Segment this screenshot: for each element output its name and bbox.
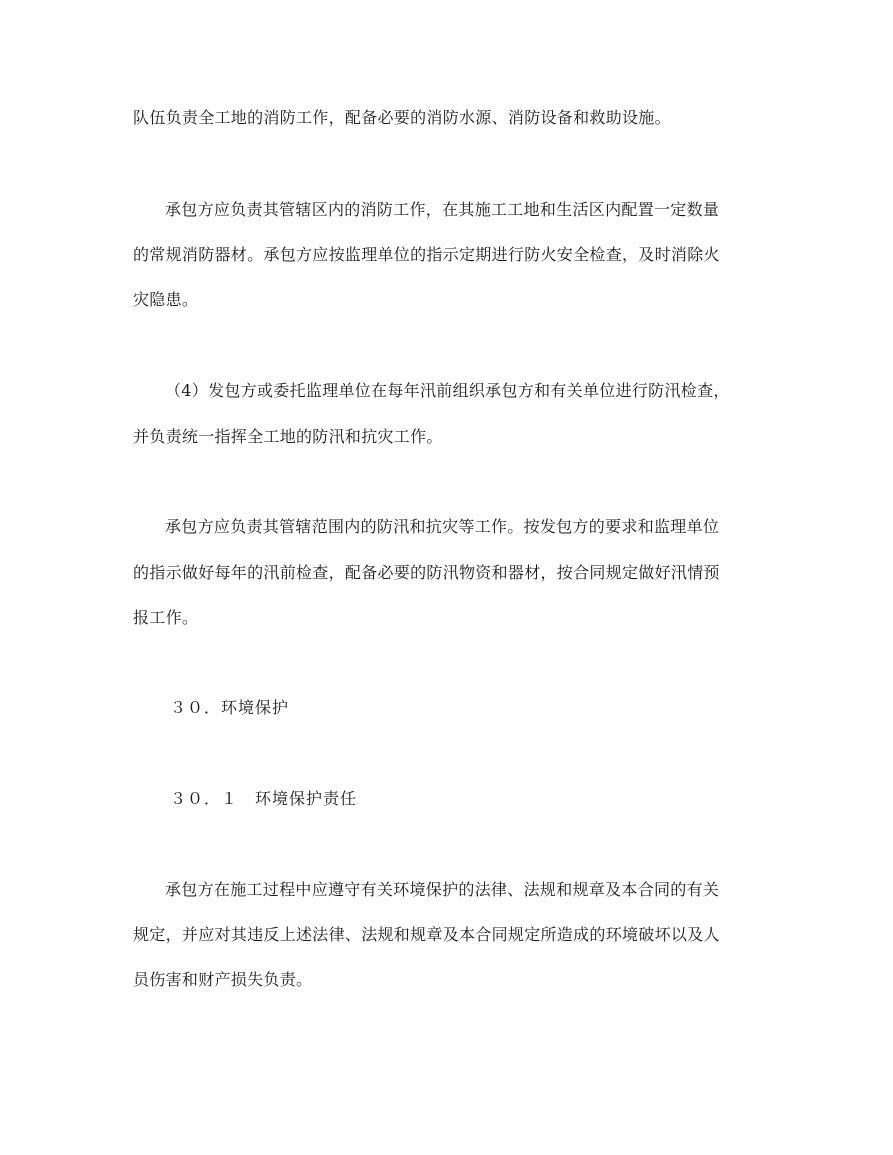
paragraph-line: 承包方应负责其管辖区内的消防工作，在其施工工地和生活区内配置一定数量 bbox=[165, 200, 720, 219]
paragraph-line: （4）发包方或委托监理单位在每年汛前组织承包方和有关单位进行防汛检查， bbox=[165, 381, 730, 400]
paragraph-line: 承包方在施工过程中应遵守有关环境保护的法律、法规和规章及本合同的有关 bbox=[165, 880, 720, 899]
paragraph-line: 的指示做好每年的汛前检查，配备必要的防汛物资和器材，按合同规定做好汛情预 bbox=[133, 563, 720, 582]
paragraph-line: 报工作。 bbox=[133, 608, 199, 627]
subsection-heading: ３０．１ 环境保护责任 bbox=[170, 789, 358, 808]
paragraph-line: 灾隐患。 bbox=[133, 290, 199, 309]
paragraph-line: 员伤害和财产损失负责。 bbox=[133, 970, 313, 989]
paragraph-line: 承包方应负责其管辖范围内的防汛和抗灾等工作。按发包方的要求和监理单位 bbox=[165, 517, 720, 536]
paragraph-line: 规定，并应对其违反上述法律、法规和规章及本合同规定所造成的环境破坏以及人 bbox=[133, 925, 720, 944]
paragraph-line: 队伍负责全工地的消防工作，配备必要的消防水源、消防设备和救助设施。 bbox=[133, 108, 671, 127]
paragraph-line: 的常规消防器材。承包方应按监理单位的指示定期进行防火安全检查，及时消除火 bbox=[133, 245, 720, 264]
section-heading: ３０．环境保护 bbox=[170, 698, 290, 717]
paragraph-line: 并负责统一指挥全工地的防汛和抗灾工作。 bbox=[133, 427, 443, 446]
